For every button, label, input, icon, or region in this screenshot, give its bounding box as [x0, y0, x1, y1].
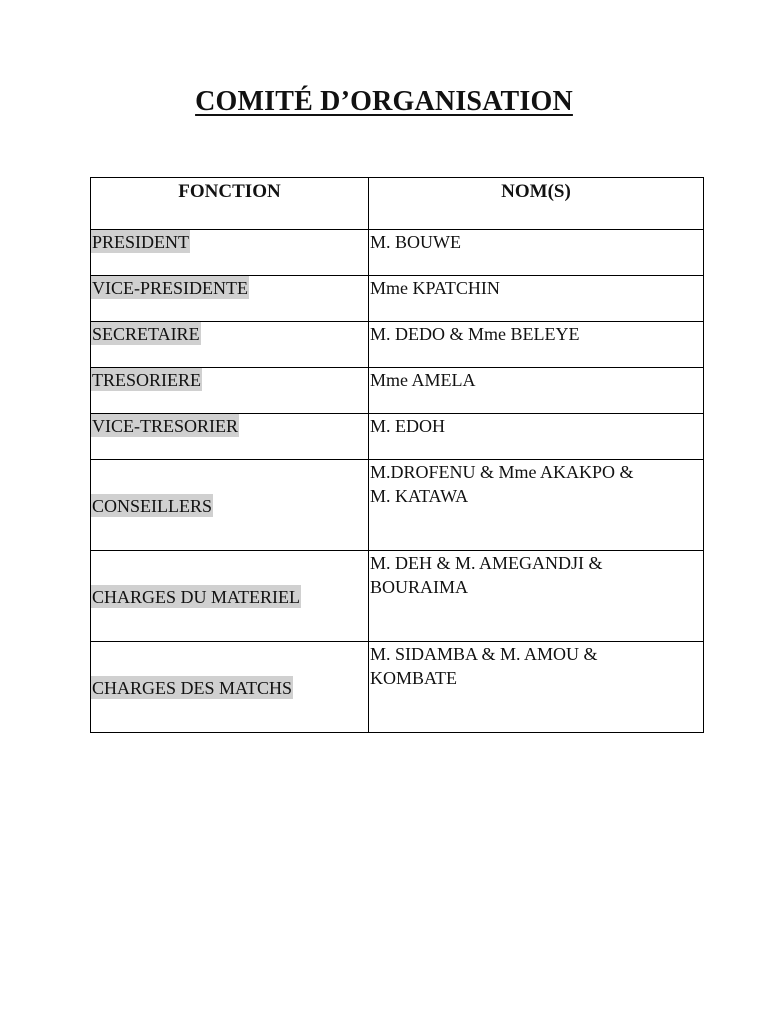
fonction-label: SECRETAIRE	[92, 324, 200, 344]
table-header-row	[91, 178, 704, 230]
fonction-label: VICE-PRESIDENTE	[92, 278, 248, 298]
header-fonction: FONCTION	[91, 178, 369, 230]
table-row	[91, 276, 704, 322]
header-noms: NOM(S)	[369, 178, 704, 230]
noms-line: KOMBATE	[370, 668, 458, 688]
noms-cell	[369, 322, 704, 368]
fonction-cell	[91, 230, 369, 276]
noms-line: M. DEH & M. AMEGANDJI &	[370, 553, 603, 573]
table-row	[91, 551, 704, 642]
noms-line: M. DEDO & Mme BELEYE	[370, 324, 580, 344]
noms-line: M. KATAWA	[370, 486, 469, 506]
noms-cell	[369, 551, 704, 642]
fonction-cell	[91, 551, 369, 642]
fonction-cell	[91, 642, 369, 733]
noms-line: M. SIDAMBA & M. AMOU &	[370, 644, 598, 664]
noms-line: Mme AMELA	[370, 370, 476, 390]
fonction-cell	[91, 276, 369, 322]
noms-cell	[369, 460, 704, 551]
fonction-label: VICE-TRESORIER	[92, 416, 238, 436]
fonction-label: CHARGES DU MATERIEL	[92, 586, 301, 607]
fonction-cell	[91, 322, 369, 368]
noms-cell	[369, 368, 704, 414]
noms-cell	[369, 642, 704, 733]
table-row	[91, 460, 704, 551]
page-title: COMITÉ D’ORGANISATION	[195, 86, 573, 117]
fonction-label: CHARGES DES MATCHS	[92, 677, 293, 698]
fonction-cell	[91, 460, 369, 551]
noms-line: M. BOUWE	[370, 232, 461, 252]
fonction-label: CONSEILLERS	[92, 495, 213, 516]
fonction-label: TRESORIERE	[92, 370, 202, 390]
fonction-cell	[91, 368, 369, 414]
table-row	[91, 322, 704, 368]
noms-line: M.DROFENU & Mme AKAKPO &	[370, 462, 634, 482]
noms-line: BOURAIMA	[370, 577, 469, 597]
noms-line: M. EDOH	[370, 416, 445, 436]
table-row	[91, 230, 704, 276]
table-row	[91, 642, 704, 733]
noms-cell	[369, 276, 704, 322]
table-row	[91, 368, 704, 414]
noms-cell	[369, 230, 704, 276]
organizing-committee-table	[90, 177, 704, 733]
noms-line: Mme KPATCHIN	[370, 278, 500, 298]
fonction-cell	[91, 414, 369, 460]
fonction-label: PRESIDENT	[92, 232, 190, 252]
